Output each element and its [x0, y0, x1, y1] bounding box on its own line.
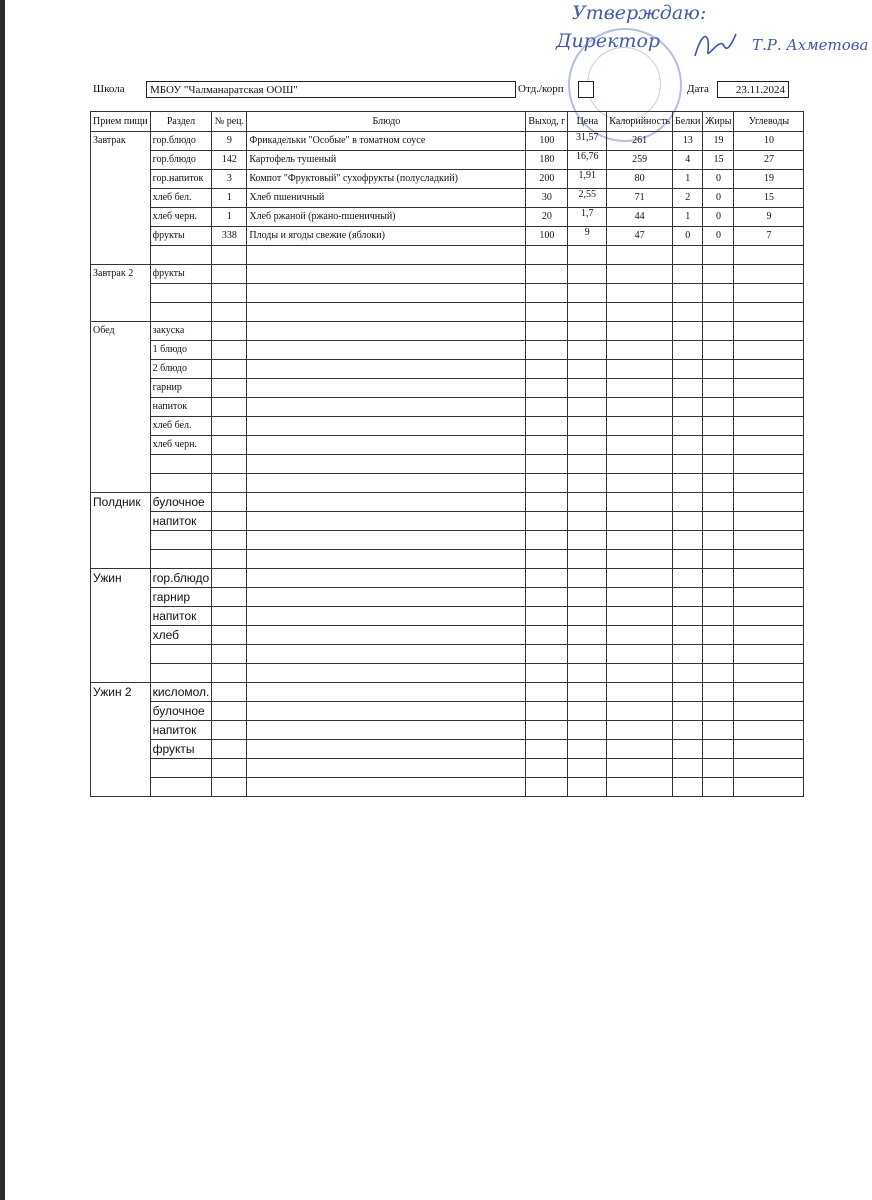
table-row — [91, 626, 804, 645]
table-row — [91, 284, 804, 303]
table-row — [91, 227, 804, 246]
meal-snack: Полдник — [91, 493, 151, 512]
table-row — [91, 303, 804, 322]
table-row — [91, 759, 804, 778]
row-section: закуска — [150, 322, 212, 341]
row-output: 20 — [526, 208, 568, 227]
col-kcal: Калорийность — [607, 112, 673, 132]
table-row — [91, 550, 804, 569]
table-row — [91, 341, 804, 360]
row-dish: Хлеб пшеничный — [247, 189, 526, 208]
row-section: фрукты — [150, 227, 212, 246]
row-protein: 2 — [673, 189, 703, 208]
table-row — [91, 151, 804, 170]
row-fat: 0 — [703, 189, 734, 208]
row-carbs: 19 — [734, 170, 804, 189]
table-row — [91, 531, 804, 550]
row-section: напиток — [150, 721, 212, 740]
row-section: напиток — [150, 607, 212, 626]
row-price: 1,91 — [568, 170, 607, 189]
table-row — [91, 189, 804, 208]
row-protein: 13 — [673, 132, 703, 151]
row-carbs: 7 — [734, 227, 804, 246]
col-protein: Белки — [673, 112, 703, 132]
row-dish: Плоды и ягоды свежие (яблоки) — [247, 227, 526, 246]
row-section: фрукты — [150, 740, 212, 759]
row-kcal: 47 — [607, 227, 673, 246]
row-output: 30 — [526, 189, 568, 208]
row-section: хлеб черн. — [150, 208, 212, 227]
table-row — [91, 455, 804, 474]
row-kcal: 261 — [607, 132, 673, 151]
row-protein: 1 — [673, 170, 703, 189]
row-section: фрукты — [150, 265, 212, 284]
col-fat: Жиры — [703, 112, 734, 132]
row-kcal: 259 — [607, 151, 673, 170]
table-row — [91, 588, 804, 607]
table-row — [91, 702, 804, 721]
row-kcal: 71 — [607, 189, 673, 208]
row-fat: 19 — [703, 132, 734, 151]
row-dish: Картофель тушеный — [247, 151, 526, 170]
table-row — [91, 360, 804, 379]
row-carbs: 27 — [734, 151, 804, 170]
row-price: 31,57 — [568, 132, 607, 151]
row-dish: Компот "Фруктовый" сухофрукты (полусладкий) — [247, 170, 526, 189]
row-dish: Хлеб ржаной (ржано-пшеничный) — [247, 208, 526, 227]
meal-breakfast: Завтрак — [91, 132, 151, 151]
meal-dinner: Ужин — [91, 569, 151, 588]
row-dish: Фрикадельки "Особые" в томатном соусе — [247, 132, 526, 151]
row-recipe: 1 — [212, 189, 247, 208]
row-recipe: 9 — [212, 132, 247, 151]
table-row — [91, 512, 804, 531]
table-header — [91, 112, 804, 132]
signature-mark — [690, 26, 740, 66]
row-recipe: 142 — [212, 151, 247, 170]
table-row — [91, 740, 804, 759]
table-row — [91, 493, 804, 512]
approval-name: Т.Р. Ахметова — [752, 36, 869, 54]
meal-lunch: Обед — [91, 322, 151, 341]
table-row — [91, 417, 804, 436]
row-section: хлеб черн. — [150, 436, 212, 455]
table-row — [91, 778, 804, 797]
approval-title: Утверждаю: — [572, 2, 707, 24]
row-section: хлеб бел. — [150, 189, 212, 208]
row-price: 9 — [568, 227, 607, 246]
row-kcal: 80 — [607, 170, 673, 189]
col-section: Раздел — [150, 112, 212, 132]
approval-position: Директор — [556, 30, 661, 52]
row-recipe: 3 — [212, 170, 247, 189]
row-protein: 0 — [673, 227, 703, 246]
seal-stamp-inner — [587, 47, 661, 121]
row-carbs: 10 — [734, 132, 804, 151]
table-row — [91, 322, 804, 341]
date-label: Дата — [687, 83, 709, 95]
row-output: 100 — [526, 132, 568, 151]
table-row — [91, 683, 804, 702]
row-section: булочное — [150, 702, 212, 721]
school-name: МБОУ "Чалманаратская ООШ" — [146, 81, 516, 98]
row-section: гор.блюдо — [150, 569, 212, 588]
row-protein: 4 — [673, 151, 703, 170]
table-row — [91, 436, 804, 455]
meal-breakfast2: Завтрак 2 — [91, 265, 151, 284]
row-carbs: 15 — [734, 189, 804, 208]
table-row — [91, 265, 804, 284]
row-price: 1,7 — [568, 208, 607, 227]
col-carbs: Углеводы — [734, 112, 804, 132]
row-price: 16,76 — [568, 151, 607, 170]
dept-label: Отд./корп — [518, 83, 564, 95]
table-row — [91, 379, 804, 398]
row-section: гарнир — [150, 588, 212, 607]
row-section: гарнир — [150, 379, 212, 398]
table-row — [91, 398, 804, 417]
row-section: гор.напиток — [150, 170, 212, 189]
table-row — [91, 645, 804, 664]
row-section: булочное — [150, 493, 212, 512]
row-output: 180 — [526, 151, 568, 170]
row-kcal: 44 — [607, 208, 673, 227]
row-output: 200 — [526, 170, 568, 189]
row-section: гор.блюдо — [150, 132, 212, 151]
row-fat: 15 — [703, 151, 734, 170]
col-dish: Блюдо — [247, 112, 526, 132]
row-section: 1 блюдо — [150, 341, 212, 360]
dept-value — [578, 81, 594, 98]
row-section: напиток — [150, 398, 212, 417]
row-fat: 0 — [703, 208, 734, 227]
date-value: 23.11.2024 — [717, 81, 789, 98]
row-section: хлеб — [150, 626, 212, 645]
table-row — [91, 132, 804, 151]
row-price: 2,55 — [568, 189, 607, 208]
table-row — [91, 569, 804, 588]
table-row — [91, 208, 804, 227]
table-row — [91, 170, 804, 189]
row-output: 100 — [526, 227, 568, 246]
meal-dinner2: Ужин 2 — [91, 683, 151, 702]
row-section: 2 блюдо — [150, 360, 212, 379]
table-row — [91, 607, 804, 626]
row-fat: 0 — [703, 170, 734, 189]
table-row — [91, 721, 804, 740]
row-section: хлеб бел. — [150, 417, 212, 436]
row-recipe: 1 — [212, 208, 247, 227]
col-meal: Прием пищи — [91, 112, 151, 132]
scan-edge — [0, 0, 5, 1200]
table-row — [91, 246, 804, 265]
table-row — [91, 664, 804, 683]
table-row — [91, 474, 804, 493]
col-price: Цена — [568, 112, 607, 132]
row-protein: 1 — [673, 208, 703, 227]
row-section: гор.блюдо — [150, 151, 212, 170]
school-label: Школа — [93, 83, 125, 95]
row-section: напиток — [150, 512, 212, 531]
row-section: кисломол. — [150, 683, 212, 702]
row-recipe: 338 — [212, 227, 247, 246]
row-carbs: 9 — [734, 208, 804, 227]
row-fat: 0 — [703, 227, 734, 246]
menu-table — [90, 111, 804, 797]
col-recipe: № рец. — [212, 112, 247, 132]
col-output: Выход, г — [526, 112, 568, 132]
